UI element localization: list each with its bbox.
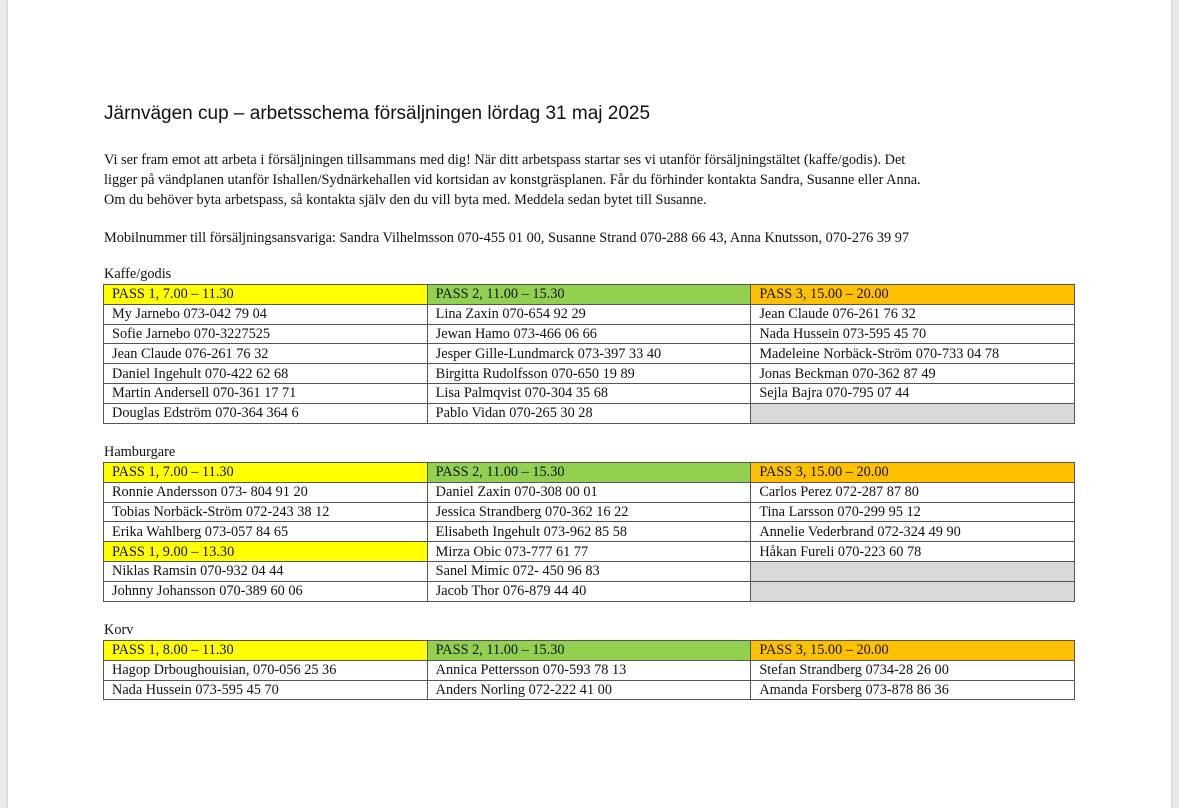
schedule-table-kaffe-godis: [103, 284, 1075, 424]
pass-header-cell: PASS 1, 7.00 – 11.30: [104, 463, 428, 483]
table-row: [104, 561, 1075, 581]
table-row: [104, 542, 1075, 562]
pass-header-cell: PASS 2, 11.00 – 15.30: [427, 285, 751, 305]
pass-header-cell: PASS 1, 8.00 – 11.30: [104, 641, 428, 661]
table-row: [104, 285, 1075, 305]
empty-cell: [751, 581, 1075, 601]
table-row: [104, 581, 1075, 601]
intro-paragraph: [104, 150, 1084, 210]
schedule-cell: Douglas Edström 070-364 364 6: [104, 403, 428, 423]
schedule-cell: Jessica Strandberg 070-362 16 22: [427, 502, 751, 522]
schedule-table-korv: [103, 640, 1075, 700]
schedule-cell: Birgitta Rudolfsson 070-650 19 89: [427, 364, 751, 384]
schedule-cell: Annica Pettersson 070-593 78 13: [427, 660, 751, 680]
schedule-cell: Madeleine Norbäck-Ström 070-733 04 78: [751, 344, 1075, 364]
schedule-cell: Nada Hussein 073-595 45 70: [751, 324, 1075, 344]
pass-header-cell: PASS 3, 15.00 – 20.00: [751, 285, 1075, 305]
pass-header-cell: PASS 1, 7.00 – 11.30: [104, 285, 428, 305]
schedule-cell: Daniel Ingehult 070-422 62 68: [104, 364, 428, 384]
schedule-cell: Martin Andersell 070-361 17 71: [104, 383, 428, 403]
schedule-table-hamburgare: [103, 462, 1075, 602]
table-row: [104, 660, 1075, 680]
document-page: [8, 0, 1171, 808]
schedule-cell: Jonas Beckman 070-362 87 49: [751, 364, 1075, 384]
schedule-cell: Sofie Jarnebo 070-3227525: [104, 324, 428, 344]
schedule-cell: Hagop Drboughouisian, 070-056 25 36: [104, 660, 428, 680]
table-row: [104, 344, 1075, 364]
table-row: [104, 680, 1075, 700]
schedule-cell: Tobias Norbäck-Ström 072-243 38 12: [104, 502, 428, 522]
page-title: Järnvägen cup – arbetsschema försäljningen lördag 31 maj 2025: [104, 103, 651, 124]
schedule-cell: Stefan Strandberg 0734-28 26 00: [751, 660, 1075, 680]
schedule-cell: Mirza Obic 073-777 61 77: [427, 542, 751, 562]
schedule-cell: Daniel Zaxin 070-308 00 01: [427, 482, 751, 502]
schedule-cell: Elisabeth Ingehult 073-962 85 58: [427, 522, 751, 542]
table-row: [104, 522, 1075, 542]
section-title-korv: Korv: [104, 622, 134, 638]
schedule-cell: Niklas Ramsin 070-932 04 44: [104, 561, 428, 581]
schedule-cell: Jacob Thor 076-879 44 40: [427, 581, 751, 601]
schedule-cell: Nada Hussein 073-595 45 70: [104, 680, 428, 700]
schedule-cell: My Jarnebo 073-042 79 04: [104, 304, 428, 324]
pass-header-cell: PASS 3, 15.00 – 20.00: [751, 641, 1075, 661]
intro-line: Vi ser fram emot att arbeta i försäljningen tillsammans med dig! När ditt arbetspass startar ses vi utanför försäljningstältet (kaffe/godis). Det: [104, 152, 906, 168]
schedule-cell: Amanda Forsberg 073-878 86 36: [751, 680, 1075, 700]
schedule-cell: Ronnie Andersson 073- 804 91 20: [104, 482, 428, 502]
pass-header-cell: PASS 3, 15.00 – 20.00: [751, 463, 1075, 483]
schedule-cell: Johnny Johansson 070-389 60 06: [104, 581, 428, 601]
schedule-cell: Pablo Vidan 070-265 30 28: [427, 403, 751, 423]
schedule-cell: Lisa Palmqvist 070-304 35 68: [427, 383, 751, 403]
contacts-line: Mobilnummer till försäljningsansvariga: Sandra Vilhelmsson 070-455 01 00, Susanne Strand 070-288 66 43, Anna Knutsson, 070-276 39 97: [104, 230, 910, 246]
table-row: [104, 364, 1075, 384]
empty-cell: [751, 561, 1075, 581]
schedule-cell: Jesper Gille-Lundmarck 073-397 33 40: [427, 344, 751, 364]
table-row: [104, 463, 1075, 483]
schedule-cell: Tina Larsson 070-299 95 12: [751, 502, 1075, 522]
schedule-cell: Håkan Fureli 070-223 60 78: [751, 542, 1075, 562]
schedule-cell: Lina Zaxin 070-654 92 29: [427, 304, 751, 324]
schedule-cell: Jean Claude 076-261 76 32: [751, 304, 1075, 324]
schedule-cell: Jewan Hamo 073-466 06 66: [427, 324, 751, 344]
table-row: [104, 383, 1075, 403]
schedule-cell: Annelie Vederbrand 072-324 49 90: [751, 522, 1075, 542]
table-row: [104, 482, 1075, 502]
pass-header-cell: PASS 2, 11.00 – 15.30: [427, 463, 751, 483]
pass-header-cell: PASS 1, 9.00 – 13.30: [104, 542, 428, 562]
intro-line: ligger på vändplanen utanför Ishallen/Sydnärkehallen vid kortsidan av konstgräsplanen. Får du förhinder kontakta Sandra, Susanne eller Anna.: [104, 172, 921, 188]
table-row: [104, 403, 1075, 423]
schedule-cell: Anders Norling 072-222 41 00: [427, 680, 751, 700]
section-title-hamburgare: Hamburgare: [104, 444, 176, 460]
table-row: [104, 324, 1075, 344]
section-title-kaffe-godis: Kaffe/godis: [104, 266, 172, 282]
empty-cell: [751, 403, 1075, 423]
schedule-cell: Jean Claude 076-261 76 32: [104, 344, 428, 364]
schedule-cell: Sejla Bajra 070-795 07 44: [751, 383, 1075, 403]
schedule-cell: Sanel Mimic 072- 450 96 83: [427, 561, 751, 581]
pass-header-cell: PASS 2, 11.00 – 15.30: [427, 641, 751, 661]
schedule-cell: Erika Wahlberg 073-057 84 65: [104, 522, 428, 542]
schedule-cell: Carlos Perez 072-287 87 80: [751, 482, 1075, 502]
intro-line: Om du behöver byta arbetspass, så kontakta själv den du vill byta med. Meddela sedan bytet till Susanne.: [104, 192, 707, 208]
table-row: [104, 304, 1075, 324]
table-row: [104, 641, 1075, 661]
table-row: [104, 502, 1075, 522]
